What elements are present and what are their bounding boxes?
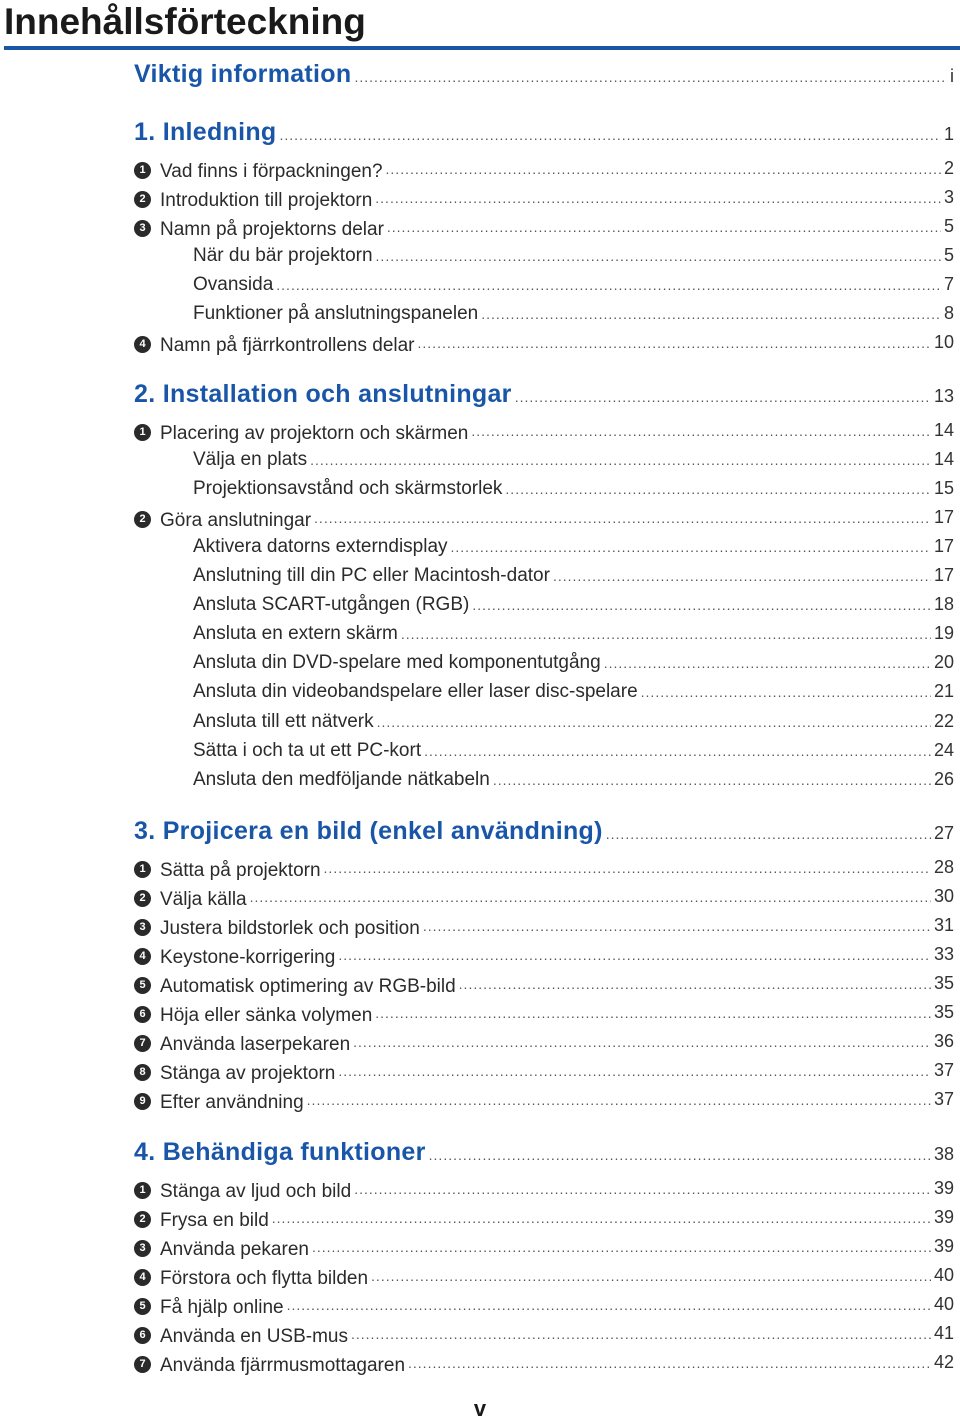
number-badge-icon: 2 <box>134 1211 151 1228</box>
dot-leader <box>314 510 931 526</box>
toc-entry[interactable] <box>134 944 954 969</box>
dot-leader <box>418 335 931 351</box>
number-badge-icon: 7 <box>134 1035 151 1052</box>
dot-leader <box>376 248 941 264</box>
toc-label-text: Använda laserpekaren <box>160 1033 351 1055</box>
number-badge-icon: 4 <box>134 948 151 965</box>
dot-leader <box>272 1210 931 1226</box>
toc-label-text: Använda fjärrmusmottagaren <box>160 1354 406 1376</box>
toc-label <box>134 860 321 882</box>
toc-subentry[interactable] <box>134 303 954 325</box>
toc-page-number: 24 <box>933 740 954 760</box>
toc-subentry[interactable] <box>134 536 954 558</box>
toc-label <box>134 1063 335 1085</box>
number-badge-icon: 6 <box>134 1006 151 1023</box>
toc-label-text: Namn på fjärrkontrollens delar <box>160 334 415 356</box>
toc-label-text: Justera bildstorlek och position <box>160 917 420 939</box>
toc-subentry[interactable] <box>134 565 954 587</box>
toc-label-text: Automatisk optimering av RGB-bild <box>160 975 456 997</box>
dot-leader <box>471 423 931 439</box>
toc-label-text: Använda pekaren <box>160 1238 309 1260</box>
toc-page-number: 2 <box>943 158 954 178</box>
toc-label: Ansluta en extern skärm <box>193 623 398 644</box>
dot-leader <box>451 539 931 555</box>
toc-page-number: 17 <box>933 565 954 585</box>
toc-label: 1. Inledning <box>134 118 277 146</box>
toc-entry[interactable] <box>134 1294 954 1319</box>
toc-page-number: 26 <box>933 769 954 789</box>
toc-page-number: 33 <box>933 944 954 964</box>
toc-label: Viktig information <box>134 60 352 88</box>
toc-page-number: 8 <box>943 303 954 323</box>
toc-chapter[interactable] <box>134 118 954 147</box>
toc-entry[interactable] <box>134 1323 954 1348</box>
toc-chapter[interactable] <box>134 1138 954 1167</box>
number-badge-icon: 3 <box>134 919 151 936</box>
dot-leader <box>310 452 931 468</box>
toc-label <box>134 1326 348 1348</box>
toc-label: Välja en plats <box>193 449 308 470</box>
toc-page-number: 17 <box>933 507 954 527</box>
toc-label: Sätta i och ta ut ett PC-kort <box>193 740 422 761</box>
toc-label: När du bär projektorn <box>193 245 373 266</box>
number-badge-icon: 2 <box>134 191 151 208</box>
toc-page-number: 10 <box>933 332 954 352</box>
toc-page-number: 3 <box>943 187 954 207</box>
toc-page-number: 36 <box>933 1031 954 1051</box>
dot-leader <box>387 219 941 235</box>
toc-subentry[interactable] <box>134 274 954 296</box>
toc-page-number: 22 <box>933 711 954 731</box>
dot-leader <box>312 1239 931 1255</box>
toc-page-number: 39 <box>933 1178 954 1198</box>
toc-label <box>134 335 415 357</box>
toc-entry[interactable] <box>134 1178 954 1203</box>
toc-entry[interactable] <box>134 332 954 357</box>
dot-leader <box>553 568 931 584</box>
toc-label <box>134 510 311 532</box>
toc-subentry[interactable] <box>134 449 954 471</box>
toc-page-number: 18 <box>933 594 954 614</box>
number-badge-icon: 1 <box>134 1182 151 1199</box>
toc-label <box>134 889 247 911</box>
toc-entry[interactable] <box>134 1265 954 1290</box>
toc-label <box>134 1355 405 1377</box>
number-badge-icon: 4 <box>134 1269 151 1286</box>
page-title: Innehållsförteckning <box>4 1 366 42</box>
toc-subentry[interactable] <box>134 711 954 733</box>
toc-label-text: Vad finns i förpackningen? <box>160 160 383 182</box>
toc-label-text: Introduktion till projektorn <box>160 189 373 211</box>
number-badge-icon: 7 <box>134 1356 151 1373</box>
dot-leader <box>353 1034 931 1050</box>
toc-page-number: 14 <box>933 449 954 469</box>
dot-leader <box>429 1147 931 1163</box>
dot-leader <box>377 714 931 730</box>
dot-leader <box>354 69 947 85</box>
toc-label <box>134 1034 350 1056</box>
number-badge-icon: 1 <box>134 424 151 441</box>
toc-subentry[interactable] <box>134 478 954 500</box>
toc-page-number: 1 <box>943 124 954 144</box>
number-badge-icon: 1 <box>134 162 151 179</box>
toc-label: Anslutning till din PC eller Macintosh-dator <box>193 565 550 586</box>
toc-subentry[interactable] <box>134 652 954 674</box>
toc-label-text: Frysa en bild <box>160 1209 269 1231</box>
toc-label: 3. Projicera en bild (enkel användning) <box>134 817 603 845</box>
toc-subentry[interactable] <box>134 245 954 267</box>
toc-page-number: 39 <box>933 1207 954 1227</box>
toc-label-text: Stänga av ljud och bild <box>160 1180 352 1202</box>
toc-page-number: 13 <box>933 386 954 406</box>
title-divider <box>4 46 960 50</box>
page-number: v <box>473 1396 487 1421</box>
toc-label-text: Höja eller sänka volymen <box>160 1004 373 1026</box>
toc-label <box>134 1181 351 1203</box>
toc-label-text: Använda en USB-mus <box>160 1325 348 1347</box>
toc-subentry[interactable] <box>134 594 954 616</box>
toc-label-text: Efter användning <box>160 1091 304 1113</box>
toc-label: Funktioner på anslutningspanelen <box>193 303 479 324</box>
number-badge-icon: 2 <box>134 890 151 907</box>
toc-label-text: Få hjälp online <box>160 1296 284 1318</box>
dot-leader <box>606 826 931 842</box>
number-badge-icon: 2 <box>134 511 151 528</box>
toc-label: Ansluta SCART-utgången (RGB) <box>193 594 470 615</box>
toc-page-number: 35 <box>933 973 954 993</box>
toc-page-number: 37 <box>933 1060 954 1080</box>
toc-entry[interactable] <box>134 1352 954 1377</box>
toc-page-number: i <box>950 66 954 86</box>
number-badge-icon: 3 <box>134 1240 151 1257</box>
number-badge-icon: 8 <box>134 1064 151 1081</box>
dot-leader <box>287 1297 931 1313</box>
toc-label-text: Namn på projektorns delar <box>160 218 384 240</box>
dot-leader <box>604 655 931 671</box>
toc-label <box>134 1239 309 1261</box>
toc-label <box>134 423 468 445</box>
toc-page-number: 35 <box>933 1002 954 1022</box>
number-badge-icon: 5 <box>134 1298 151 1315</box>
number-badge-icon: 3 <box>134 220 151 237</box>
toc-label-text: Placering av projektorn och skärmen <box>160 422 469 444</box>
toc-page-number: 14 <box>933 420 954 440</box>
toc-entry[interactable] <box>134 1031 954 1056</box>
toc-label <box>134 1092 304 1114</box>
toc-page-number: 31 <box>933 915 954 935</box>
toc-label <box>134 219 384 241</box>
toc-entry[interactable] <box>134 857 954 882</box>
toc-page-number: 39 <box>933 1236 954 1256</box>
toc-entry[interactable] <box>134 420 954 445</box>
toc-entry[interactable] <box>134 158 954 183</box>
toc-label-text: Göra anslutningar <box>160 509 312 531</box>
toc-entry[interactable] <box>134 507 954 532</box>
dot-leader <box>505 481 931 497</box>
toc-label <box>134 976 456 998</box>
toc-label-text: Välja källa <box>160 888 247 910</box>
toc-entry[interactable] <box>134 216 954 241</box>
dot-leader <box>515 389 931 405</box>
dot-leader <box>386 161 941 177</box>
toc-label: 2. Installation och anslutningar <box>134 380 512 408</box>
toc-label: Ansluta din DVD-spelare med komponentutgång <box>193 652 601 673</box>
toc-label: 4. Behändiga funktioner <box>134 1138 426 1166</box>
dot-leader <box>338 1063 931 1079</box>
toc-entry[interactable] <box>134 1089 954 1114</box>
dot-leader <box>481 306 941 322</box>
toc-label <box>134 947 335 969</box>
number-badge-icon: 1 <box>134 861 151 878</box>
dot-leader <box>375 1005 931 1021</box>
number-badge-icon: 4 <box>134 336 151 353</box>
toc-label <box>134 190 372 212</box>
toc-subentry[interactable] <box>134 623 954 645</box>
dot-leader <box>324 860 931 876</box>
number-badge-icon: 5 <box>134 977 151 994</box>
dot-leader <box>276 277 941 293</box>
toc-page-number: 5 <box>943 245 954 265</box>
toc-entry[interactable] <box>134 1207 954 1232</box>
toc-label <box>134 1268 368 1290</box>
toc-label: Ansluta till ett nätverk <box>193 711 374 732</box>
number-badge-icon: 6 <box>134 1327 151 1344</box>
toc-entry[interactable] <box>134 1060 954 1085</box>
dot-leader <box>338 947 931 963</box>
toc-chapter[interactable] <box>134 817 954 846</box>
toc-chapter[interactable] <box>134 380 954 409</box>
toc-page-number: 40 <box>933 1265 954 1285</box>
dot-leader <box>459 976 931 992</box>
toc-label-text: Stänga av projektorn <box>160 1062 336 1084</box>
toc-entry[interactable] <box>134 973 954 998</box>
toc-subentry[interactable] <box>134 740 954 762</box>
toc-page-number: 38 <box>933 1144 954 1164</box>
toc-label <box>134 1297 284 1319</box>
dot-leader <box>472 597 931 613</box>
dot-leader <box>250 889 931 905</box>
toc-label: Ansluta din videobandspelare eller laser disc-spelare <box>193 681 638 702</box>
toc-page-number: 17 <box>933 536 954 556</box>
toc-label-text: Keystone-korrigering <box>160 946 336 968</box>
toc-page-number: 28 <box>933 857 954 877</box>
toc-page-number: 27 <box>933 823 954 843</box>
toc-label <box>134 1005 372 1027</box>
dot-leader <box>354 1181 931 1197</box>
toc-page-number: 15 <box>933 478 954 498</box>
toc-page-number: 19 <box>933 623 954 643</box>
dot-leader <box>351 1326 931 1342</box>
toc-label: Ansluta den medföljande nätkabeln <box>193 769 490 790</box>
toc-entry[interactable] <box>134 1002 954 1027</box>
toc-page-number: 40 <box>933 1294 954 1314</box>
toc-entry[interactable] <box>134 1236 954 1261</box>
toc-page-number: 7 <box>943 274 954 294</box>
toc-subentry[interactable] <box>134 769 954 791</box>
toc-label: Ovansida <box>193 274 274 295</box>
toc-chapter[interactable] <box>134 60 954 89</box>
toc-entry[interactable] <box>134 915 954 940</box>
toc-label <box>134 161 383 183</box>
dot-leader <box>371 1268 931 1284</box>
toc-page-number: 5 <box>943 216 954 236</box>
toc-label <box>134 1210 269 1232</box>
toc-page-number: 37 <box>933 1089 954 1109</box>
dot-leader <box>423 918 931 934</box>
dot-leader <box>424 743 931 759</box>
toc-page-number: 30 <box>933 886 954 906</box>
dot-leader <box>280 127 941 143</box>
toc-label: Aktivera datorns externdisplay <box>193 536 448 557</box>
toc-page-number: 42 <box>933 1352 954 1372</box>
toc-label <box>134 918 420 940</box>
dot-leader <box>401 626 931 642</box>
dot-leader <box>641 684 931 700</box>
toc-page-number: 21 <box>933 681 954 701</box>
toc-label-text: Förstora och flytta bilden <box>160 1267 369 1289</box>
toc-entry[interactable] <box>134 187 954 212</box>
toc-page-number: 41 <box>933 1323 954 1343</box>
toc-subentry[interactable] <box>134 681 954 703</box>
dot-leader <box>493 772 931 788</box>
dot-leader <box>375 190 941 206</box>
dot-leader <box>408 1355 931 1371</box>
number-badge-icon: 9 <box>134 1093 151 1110</box>
toc-label: Projektionsavstånd och skärmstorlek <box>193 478 503 499</box>
toc-label-text: Sätta på projektorn <box>160 859 321 881</box>
toc-entry[interactable] <box>134 886 954 911</box>
dot-leader <box>307 1092 931 1108</box>
toc-page-number: 20 <box>933 652 954 672</box>
